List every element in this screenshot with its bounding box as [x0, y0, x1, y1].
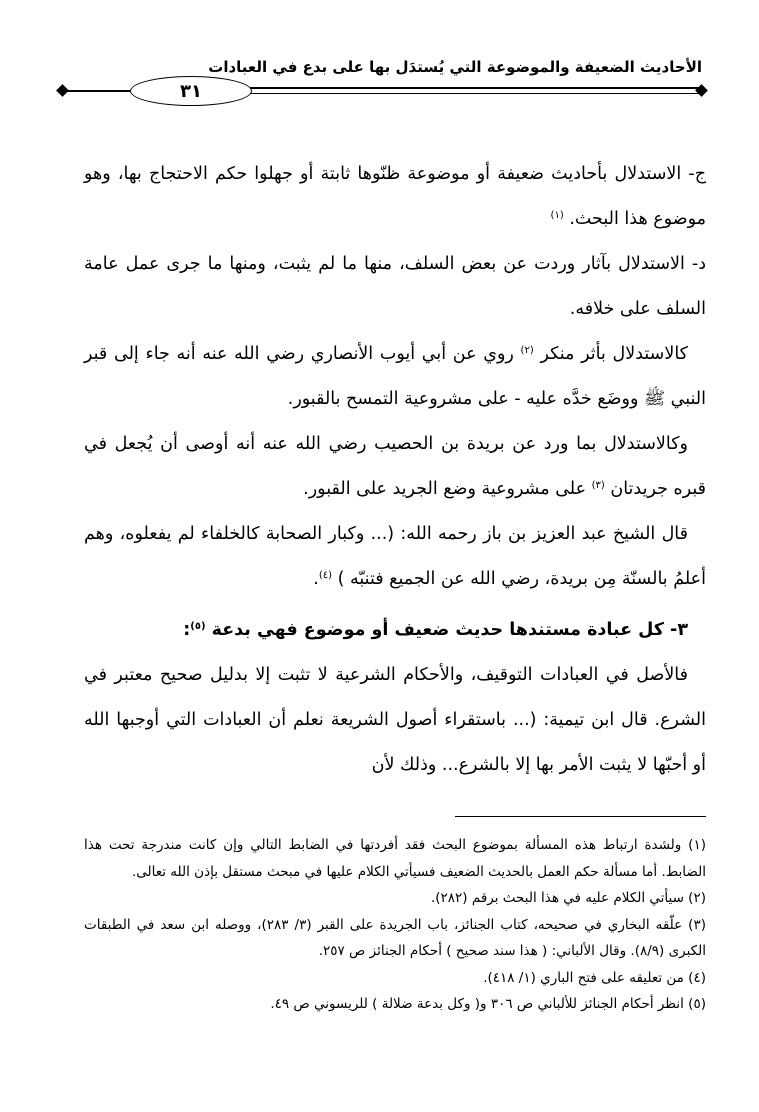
paragraph-ibn-baz: قال الشيخ عبد العزيز بن باز رحمه الله: (... وكبار الصحابة كالخلفاء لم يفعلوه، وهم أعلمُ بالسنّة مِن بريدة، رضي الله عن الجميع فتنبّه ) $^{(٤)}$. — [84, 524, 706, 589]
running-header — [60, 56, 706, 106]
footnotes — [84, 832, 706, 1018]
running-title: الأحاديث الضعيفة والموضوعة التي يُستدَل بها على بدع في العبادات — [208, 58, 702, 76]
footnote-1: (١) ولشدة ارتباط هذه المسألة بموضوع البحث فقد أفردتها في الضابط التالي وإن كانت مندرجة تحت هذا الضابط. أما مسألة حكم العمل بالحديث الضعيف فسيأتي الكلام عليها في مبحث مستقل بإذن الله تعالى. — [84, 837, 706, 880]
header-rule-right-thick — [250, 87, 700, 89]
footnote-ref[interactable]: (٣) — [591, 480, 605, 491]
footnote-4: (٤) من تعليقه على فتح الباري (١/ ٤١٨). — [483, 969, 706, 986]
header-rule-left — [66, 90, 130, 92]
paragraph-buraida: وكالاستدلال بما ورد عن بريدة بن الحصيب رضي الله عنه أنه أوصى أن يُجعل في قبره جريدتان $^{(٣)}$ على مشروعية وضع الجريد على القبور. — [84, 434, 706, 499]
footnote-3: (٣) علّقه البخاري في صحيحه، كتاب الجنائز، باب الجريدة على القبر (٣/ ٢٨٣)، ووصله ابن سعد في الطبقات الكبرى (٨/٩). وقال الألباني: ( هذا سند صحيح ) أحكام الجنائز ص ٢٥٧. — [84, 916, 706, 959]
page-number: ٣١ — [130, 76, 252, 106]
main-text — [84, 152, 706, 788]
paragraph-j: ج- الاستدلال بأحاديث ضعيفة أو موضوعة ظنّوها ثابتة أو جهلوا حكم الاحتجاج بها، وهو موضوع هذا البحث. $^{(١)}$ — [84, 164, 706, 229]
footnote-separator — [455, 816, 706, 817]
footnote-ref[interactable]: (٤) — [318, 570, 333, 581]
footnote-ref[interactable]: (٢) — [520, 345, 534, 356]
footnote-ref[interactable]: (٥) — [190, 621, 206, 632]
paragraph-d: د- الاستدلال بآثار وردت عن بعض السلف، منها ما لم يثبت، ومنها ما جرى عمل عامة السلف على خلافه. — [84, 254, 706, 319]
section-heading: ٣- كل عبادة مستندها حديث ضعيف أو موضوع فهي بدعة $^{(٥)}$: — [183, 620, 688, 640]
footnote-ref[interactable]: (١) — [550, 210, 564, 221]
footnote-2: (٢) سيأتي الكلام عليه في هذا البحث برقم (٢٨٢). — [430, 890, 706, 906]
footnote-5: (٥) انظر أحكام الجنائز للألباني ص ٣٠٦ و( وكل بدعة ضلالة ) للريسوني ص ٤٩. — [270, 996, 706, 1012]
paragraph-abu-ayyub: كالاستدلال بأثر منكر $^{(٢)}$ روي عن أبي أيوب الأنصاري رضي الله عنه أنه جاء إلى قبر النبي ﷺ ووضَع خدَّه عليه - على مشروعية التمسح بالقبور. — [84, 344, 706, 409]
header-rule-right-thin — [250, 93, 700, 94]
paragraph-tawqif: فالأصل في العبادات التوقيف، والأحكام الشرعية لا تثبت إلا بدليل صحيح معتبر في الشرع. قال ابن تيمية: (... باستقراء أصول الشريعة نعلم أن العبادات التي أوجبها الله أو أحبّها لا يثبت الأمر بها إلا بالشرع... وذلك لأن — [84, 665, 706, 775]
